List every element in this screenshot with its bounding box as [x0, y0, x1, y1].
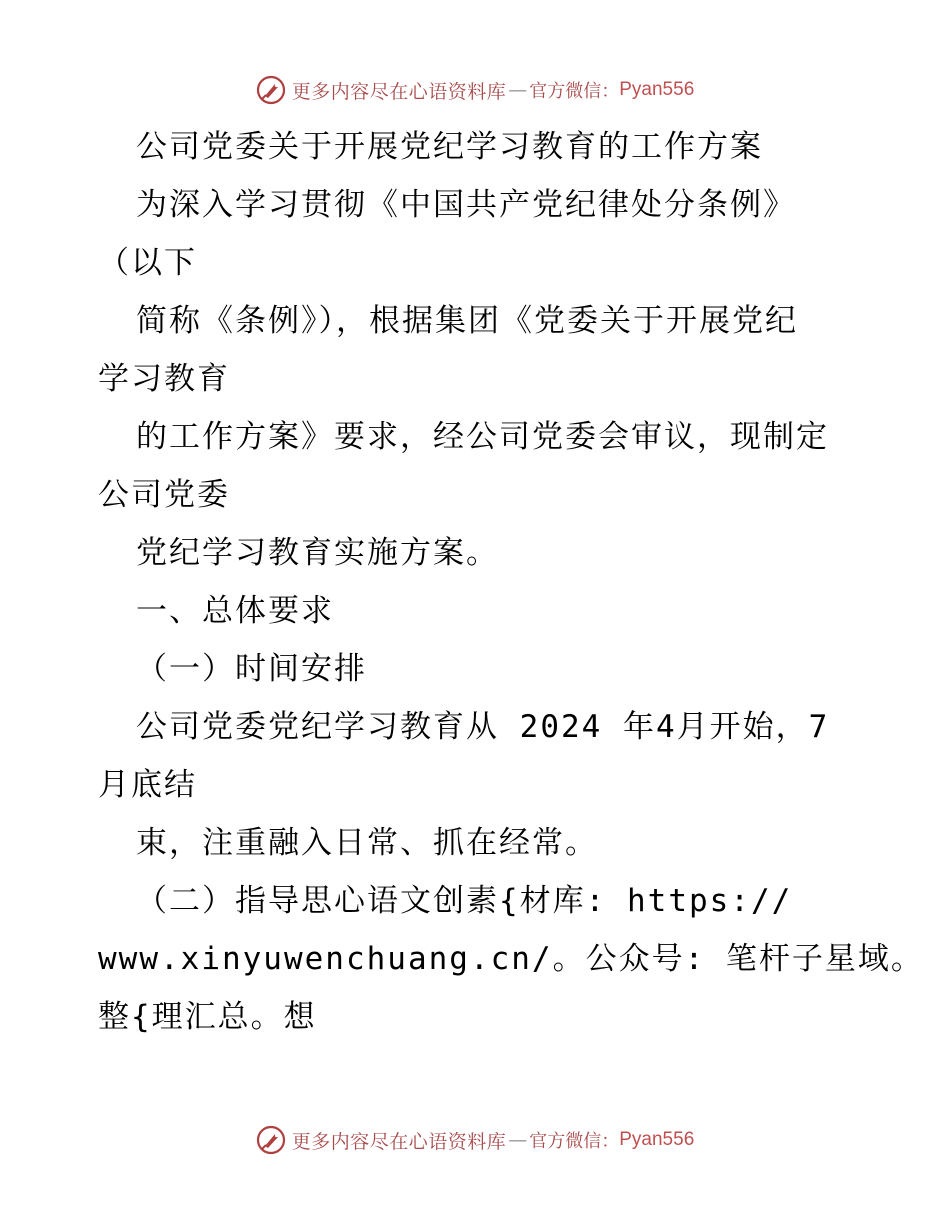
subsection-heading: （一）时间安排 [136, 651, 367, 687]
pen-nib-logo-icon [256, 75, 286, 105]
document-body [98, 118, 924, 1046]
watermark-official-label: 官方微信： [529, 81, 620, 102]
subsection-heading: （二）指导思心语文创素{材库: https:// [136, 883, 793, 919]
paragraph-line: www.xinyuwenchuang.cn/。公众号: 笔杆子星域。 [98, 941, 924, 977]
watermark-official-label: 官方微信： [529, 1131, 620, 1152]
watermark-separator: — [508, 79, 528, 101]
paragraph-line: 为深入学习贯彻《中国共产党纪律处分条例》 [136, 187, 796, 223]
paragraph-line: 学习教育 [98, 361, 230, 397]
section-heading: 一、总体要求 [136, 593, 334, 629]
paragraph-line: 公司党委 [98, 477, 230, 513]
paragraph-line: 整{理汇总。想 [98, 999, 317, 1035]
paragraph-line: 党纪学习教育实施方案。 [136, 535, 499, 571]
paragraph-line: （以下 [98, 245, 197, 281]
watermark-text: 更多内容尽在心语资料库 [291, 80, 507, 103]
paragraph-line: 的工作方案》要求，经公司党委会审议，现制定 [136, 419, 829, 455]
header-watermark [0, 72, 950, 108]
paragraph-line: 简称《条例》），根据集团《党委关于开展党纪 [136, 303, 798, 339]
paragraph-line: 公司党委党纪学习教育从 2024 年4月开始，7 [136, 709, 830, 745]
watermark-text: 更多内容尽在心语资料库 [291, 1130, 507, 1153]
watermark-wechat-id: Pyan556 [619, 1129, 695, 1150]
watermark-separator: — [508, 1129, 528, 1151]
watermark-wechat-id: Pyan556 [619, 79, 695, 100]
paragraph-line: 月底结 [98, 767, 197, 803]
paragraph-line: 束，注重融入日常、抓在经常。 [136, 825, 598, 861]
footer-watermark [0, 1122, 950, 1158]
document-title: 公司党委关于开展党纪学习教育的工作方案 [136, 129, 763, 165]
pen-nib-logo-icon [256, 1125, 286, 1155]
